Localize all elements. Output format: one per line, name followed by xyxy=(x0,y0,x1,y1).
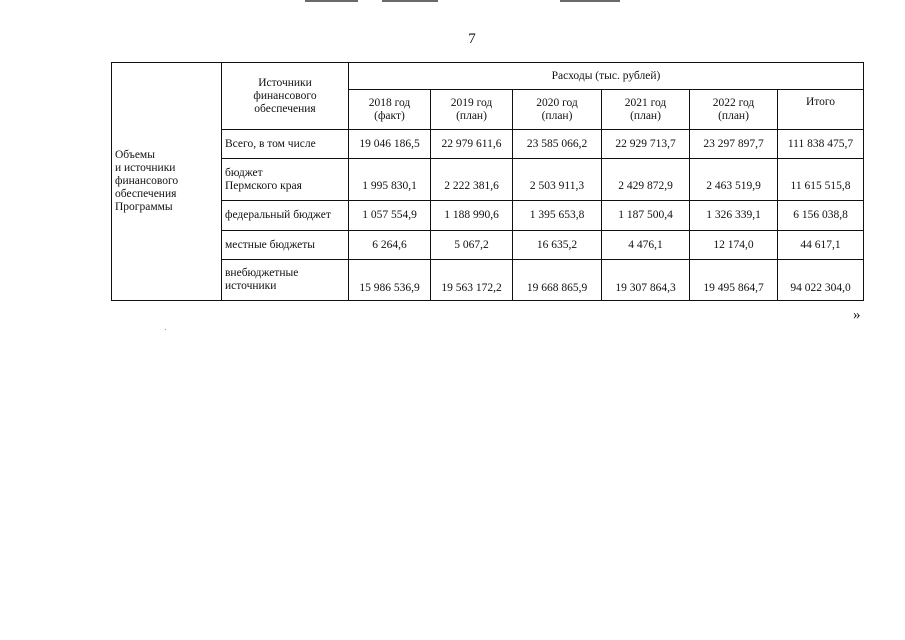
total-header: Итого xyxy=(778,90,864,130)
value-cell: 2 503 911,3 xyxy=(513,159,602,201)
value-cell: 19 307 864,3 xyxy=(602,260,690,301)
source-cell xyxy=(222,231,349,260)
source-label: бюджет xyxy=(225,166,263,179)
total-cell: 6 156 038,8 xyxy=(778,201,864,231)
value-cell: 1 188 990,6 xyxy=(431,201,513,231)
source-label: федеральный бюджет xyxy=(225,209,331,221)
program-label-line: Программы xyxy=(115,201,173,213)
closing-quote: » xyxy=(853,307,861,323)
value-cell: 22 929 713,7 xyxy=(602,130,690,159)
value-cell: 12 174,0 xyxy=(690,231,778,260)
value-cell: 15 986 536,9 xyxy=(349,260,431,301)
year-status: (план) xyxy=(541,109,573,122)
total-cell: 11 615 515,8 xyxy=(778,159,864,201)
year-label: 2020 год xyxy=(536,96,578,109)
source-cell xyxy=(222,159,349,201)
value-cell: 1 057 554,9 xyxy=(349,201,431,231)
year-header-2021 xyxy=(602,90,690,130)
source-label: источники xyxy=(225,280,277,292)
source-cell xyxy=(222,130,349,159)
page-number: 7 xyxy=(468,31,476,47)
table-row xyxy=(112,201,864,231)
total-cell: 111 838 475,7 xyxy=(778,130,864,159)
year-header-2019 xyxy=(431,90,513,130)
program-label-line: и источники xyxy=(115,162,176,174)
value-cell: 23 297 897,7 xyxy=(690,130,778,159)
year-label: 2019 год xyxy=(450,96,493,109)
year-header-2020 xyxy=(513,90,602,130)
value-cell: 1 995 830,1 xyxy=(349,159,431,201)
value-cell: 2 463 519,9 xyxy=(690,159,778,201)
program-label-line: обеспечения xyxy=(115,188,177,200)
value-cell: 23 585 066,2 xyxy=(513,130,602,159)
year-label: 2022 год xyxy=(712,96,755,109)
source-cell xyxy=(222,201,349,231)
value-cell: 19 563 172,2 xyxy=(431,260,513,301)
value-cell: 5 067,2 xyxy=(431,231,513,260)
value-cell: 16 635,2 xyxy=(513,231,602,260)
table-row xyxy=(112,159,864,201)
source-cell xyxy=(222,260,349,301)
value-cell: 1 395 653,8 xyxy=(513,201,602,231)
table-row xyxy=(112,130,864,159)
expenses-header: Расходы (тыс. рублей) xyxy=(349,63,864,90)
sources-header-line: Источники xyxy=(258,76,312,89)
program-label-line: финансового xyxy=(115,175,179,187)
year-status: (план) xyxy=(456,109,487,122)
value-cell: 1 326 339,1 xyxy=(690,201,778,231)
scan-speck xyxy=(165,329,166,330)
sources-header-cell xyxy=(222,63,349,130)
value-cell: 19 046 186,5 xyxy=(349,130,431,159)
sources-header-line: обеспечения xyxy=(254,102,316,115)
financing-table xyxy=(111,62,864,301)
value-cell: 19 668 865,9 xyxy=(513,260,602,301)
year-header-2022 xyxy=(690,90,778,130)
value-cell: 22 979 611,6 xyxy=(431,130,513,159)
source-label: Всего, в том числе xyxy=(225,137,316,150)
source-label: Пермского края xyxy=(225,179,302,192)
year-status: (факт) xyxy=(374,109,405,122)
value-cell: 2 429 872,9 xyxy=(602,159,690,201)
year-label: 2018 год xyxy=(368,96,411,109)
source-label: местные бюджеты xyxy=(225,238,316,251)
program-label-cell xyxy=(112,63,222,301)
program-label-line: Объемы xyxy=(115,149,155,161)
value-cell: 6 264,6 xyxy=(349,231,431,260)
total-cell: 94 022 304,0 xyxy=(778,260,864,301)
year-status: (план) xyxy=(718,109,749,122)
table-row xyxy=(112,260,864,301)
total-cell: 44 617,1 xyxy=(778,231,864,260)
year-header-2018 xyxy=(349,90,431,130)
scan-top-line xyxy=(382,0,438,2)
source-label: внебюджетные xyxy=(225,267,299,279)
scan-top-line xyxy=(305,0,358,2)
value-cell: 2 222 381,6 xyxy=(431,159,513,201)
value-cell: 4 476,1 xyxy=(602,231,690,260)
year-label: 2021 год xyxy=(624,96,667,109)
scan-top-line xyxy=(560,0,620,2)
table-row xyxy=(112,231,864,260)
year-status: (план) xyxy=(630,109,661,122)
value-cell: 1 187 500,4 xyxy=(602,201,690,231)
sources-header-line: финансового xyxy=(253,89,317,102)
value-cell: 19 495 864,7 xyxy=(690,260,778,301)
